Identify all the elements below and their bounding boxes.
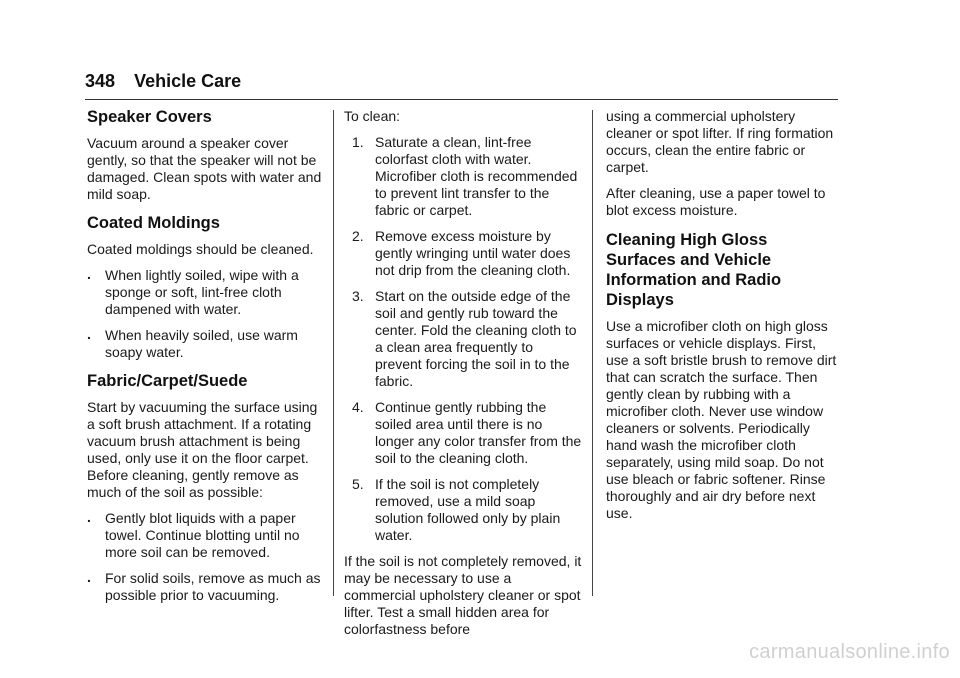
speaker-covers-text: Vacuum around a speaker cover gently, so that the speaker will not be damaged. Clean spots with water and mild soap. <box>87 135 322 202</box>
bullet-icon: . <box>87 569 91 585</box>
continued-paragraph: using a commercial upholstery cleaner or spot lifter. If ring formation occurs, clean the entire fabric or carpet. <box>606 108 834 175</box>
fabric-carpet-suede-heading: Fabric/Carpet/Suede <box>87 372 248 390</box>
step-text: Remove excess moisture by gently wringing until water does not drip from the cleaning cloth. <box>375 228 571 278</box>
step-number: 2. <box>352 228 364 244</box>
list-item <box>87 570 323 604</box>
section-title: Vehicle Care <box>134 71 242 91</box>
coated-moldings-text: Coated moldings should be cleaned. <box>87 241 314 257</box>
column-divider <box>333 110 334 596</box>
page-header <box>85 71 241 92</box>
high-gloss-heading: Cleaning High Gloss Surfaces and Vehicle Information and Radio Displays <box>606 231 782 309</box>
bullet-icon: . <box>87 326 91 342</box>
step-item <box>344 399 582 467</box>
watermark: carmanualsonline.info <box>749 641 950 663</box>
speaker-covers-heading: Speaker Covers <box>87 108 212 126</box>
column-middle <box>344 108 582 647</box>
step-text: If the soil is not completely removed, use a mild soap solution followed only by plain water. <box>375 476 561 543</box>
list-item <box>87 327 323 361</box>
step-item <box>344 228 582 279</box>
cleaning-steps <box>344 134 582 544</box>
fabric-text: Start by vacuuming the surface using a soft brush attachment. If a rotating vacuum brush attachment is being used, only use it on the floor carpet. Before cleaning, gently remove as much of the soil as possible: <box>87 399 318 500</box>
step-item <box>344 134 582 219</box>
header-rule <box>85 99 838 100</box>
step-item <box>344 476 582 544</box>
column-right <box>606 108 840 531</box>
list-item-text: For solid soils, remove as much as possible prior to vacuuming. <box>105 570 321 603</box>
to-clean-intro: To clean: <box>344 108 401 124</box>
step-number: 4. <box>352 399 364 415</box>
step-text: Continue gently rubbing the soiled area until there is no longer any color transfer from the soil to the cleaning cloth. <box>375 399 582 466</box>
list-item <box>87 267 323 318</box>
bullet-icon: . <box>87 509 91 525</box>
list-item-text: When heavily soiled, use warm soapy water. <box>105 327 298 360</box>
coated-moldings-list <box>87 267 323 361</box>
list-item-text: Gently blot liquids with a paper towel. Continue blotting until no more soil can be removed. <box>105 510 300 560</box>
step-number: 3. <box>352 288 364 304</box>
page-number: 348 <box>85 71 116 91</box>
bullet-icon: . <box>87 266 91 282</box>
step-item <box>344 288 582 390</box>
list-item <box>87 510 323 561</box>
column-divider <box>592 110 593 596</box>
after-cleaning-paragraph: After cleaning, use a paper towel to blot excess moisture. <box>606 185 826 218</box>
step-text: Start on the outside edge of the soil and gently rub toward the center. Fold the cleaning cloth to a clean area frequently to prevent forcing the soil in to the fabric. <box>375 288 577 389</box>
closing-paragraph: If the soil is not completely removed, it may be necessary to use a commercial upholstery cleaner or spot lifter. Test a small hidden area for colorfastness before <box>344 553 582 637</box>
coated-moldings-heading: Coated Moldings <box>87 214 220 232</box>
step-text: Saturate a clean, lint-free colorfast cloth with water. Microfiber cloth is recommended to prevent lint transfer to the fabric or carpet. <box>375 134 578 218</box>
high-gloss-text: Use a microfiber cloth on high gloss surfaces or vehicle displays. First, use a soft bristle brush to remove dirt that can scratch the surface. Then gently clean by rubbing with a microfiber cloth. Never use window cleaners or solvents. Periodically hand wash the microfiber cloth separately, using mild soap. Do not use bleach or fabric softener. Rinse thoroughly and air dry before next use. <box>606 318 837 521</box>
step-number: 1. <box>352 134 364 150</box>
list-item-text: When lightly soiled, wipe with a sponge or soft, lint-free cloth dampened with water. <box>105 267 299 317</box>
column-left <box>87 108 323 613</box>
step-number: 5. <box>352 476 364 492</box>
fabric-list <box>87 510 323 604</box>
